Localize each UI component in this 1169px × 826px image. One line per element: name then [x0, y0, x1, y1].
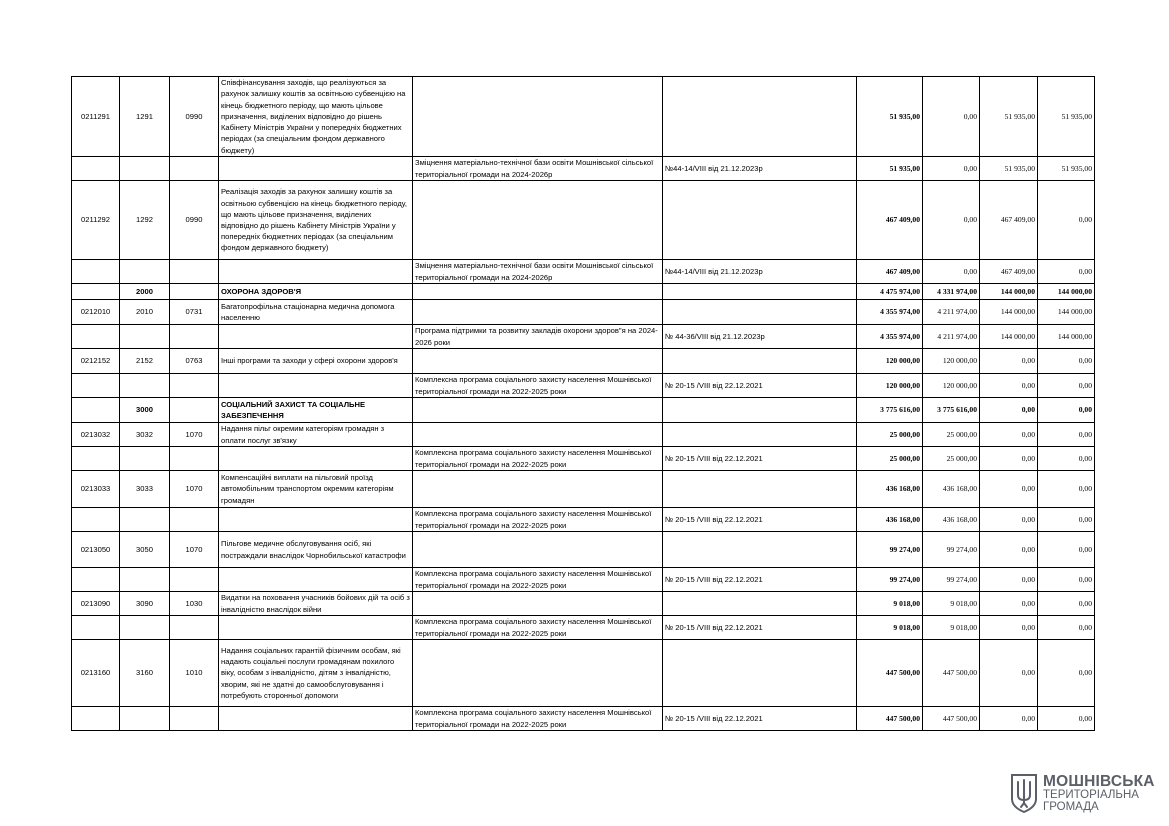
decision-cell — [663, 181, 857, 260]
function-code-cell — [170, 374, 219, 398]
development-budget-cell: 0,00 — [1038, 508, 1095, 532]
total-amount-cell: 25 000,00 — [857, 423, 923, 447]
description-cell — [219, 325, 413, 349]
program-code-cell: 0213090 — [72, 592, 120, 616]
program-name-cell: Комплексна програма соціального захисту населення Мошнівської територіальної громади на 2022-2025 роки — [413, 707, 663, 731]
decision-cell: № 44-36/VIII від 21.12.2023р — [663, 325, 857, 349]
program-name-cell: Зміцнення матеріально-технічної бази освіти Мошнівської сільської територіальної громади на 2024-2026р — [413, 157, 663, 181]
target-code-cell: 3032 — [120, 423, 170, 447]
decision-cell — [663, 532, 857, 568]
table-row — [72, 300, 1095, 325]
total-amount-cell: 436 168,00 — [857, 508, 923, 532]
development-budget-cell: 0,00 — [1038, 616, 1095, 640]
development-budget-cell: 0,00 — [1038, 398, 1095, 423]
program-code-cell — [72, 568, 120, 592]
decision-cell — [663, 423, 857, 447]
description-cell: Багатопрофільна стаціонарна медична допомога населенню — [219, 300, 413, 325]
table-row — [72, 260, 1095, 284]
section-title-cell: ОХОРОНА ЗДОРОВ'Я — [219, 284, 413, 300]
target-code-cell: 3160 — [120, 640, 170, 707]
table-row — [72, 181, 1095, 260]
description-cell: Пільгове медичне обслуговування осіб, які постраждали внаслідок Чорнобильської катастрофи — [219, 532, 413, 568]
total-amount-cell: 3 775 616,00 — [857, 398, 923, 423]
description-cell: Компенсаційні виплати на пільговий проїзд автомобільним транспортом окремим категоріям громадян — [219, 471, 413, 508]
target-code-cell: 3033 — [120, 471, 170, 508]
program-name-cell — [413, 640, 663, 707]
decision-cell: №44-14/VIII від 21.12.2023р — [663, 260, 857, 284]
table-row — [72, 616, 1095, 640]
budget-table — [71, 76, 1095, 731]
special-fund-cell: 0,00 — [980, 616, 1038, 640]
section-code-cell: 3000 — [120, 398, 170, 423]
function-code-cell — [170, 398, 219, 423]
general-fund-cell: 25 000,00 — [923, 423, 980, 447]
development-budget-cell: 51 935,00 — [1038, 77, 1095, 157]
development-budget-cell: 0,00 — [1038, 707, 1095, 731]
decision-cell — [663, 640, 857, 707]
description-cell — [219, 260, 413, 284]
special-fund-cell: 51 935,00 — [980, 77, 1038, 157]
development-budget-cell: 0,00 — [1038, 349, 1095, 374]
special-fund-cell: 0,00 — [980, 398, 1038, 423]
program-code-cell — [72, 447, 120, 471]
program-name-cell — [413, 300, 663, 325]
table-row — [72, 157, 1095, 181]
total-amount-cell: 51 935,00 — [857, 77, 923, 157]
special-fund-cell: 0,00 — [980, 508, 1038, 532]
development-budget-cell: 0,00 — [1038, 532, 1095, 568]
special-fund-cell: 0,00 — [980, 374, 1038, 398]
program-name-cell — [413, 284, 663, 300]
program-code-cell: 0211291 — [72, 77, 120, 157]
special-fund-cell: 0,00 — [980, 707, 1038, 731]
special-fund-cell: 0,00 — [980, 532, 1038, 568]
description-cell: Співфінансування заходів, що реалізуються за рахунок залишку коштів за освітньою субвенцією на кінець бюджетного періоду, що мають цільове призначення, виділених відповідно до рішень Кабінету Міністрів України у попередніх бюджетних періодах (за спеціальним фондом державного бюджету) — [219, 77, 413, 157]
target-code-cell: 3090 — [120, 592, 170, 616]
general-fund-cell: 9 018,00 — [923, 592, 980, 616]
description-cell — [219, 157, 413, 181]
community-logo — [1010, 773, 1155, 815]
description-cell: Інші програми та заходи у сфері охорони здоров'я — [219, 349, 413, 374]
target-code-cell — [120, 260, 170, 284]
program-name-cell — [413, 423, 663, 447]
logo-subtitle-line2: ГРОМАДА — [1043, 801, 1099, 813]
program-code-cell — [72, 508, 120, 532]
function-code-cell: 1010 — [170, 640, 219, 707]
description-cell: Видатки на поховання учасників бойових дій та осіб з інвалідністю внаслідок війни — [219, 592, 413, 616]
special-fund-cell: 0,00 — [980, 423, 1038, 447]
total-amount-cell: 99 274,00 — [857, 532, 923, 568]
program-name-cell: Комплексна програма соціального захисту населення Мошнівської територіальної громади на 2022-2025 роки — [413, 508, 663, 532]
special-fund-cell: 0,00 — [980, 447, 1038, 471]
development-budget-cell: 0,00 — [1038, 592, 1095, 616]
development-budget-cell: 0,00 — [1038, 447, 1095, 471]
total-amount-cell: 447 500,00 — [857, 707, 923, 731]
total-amount-cell: 4 355 974,00 — [857, 300, 923, 325]
function-code-cell — [170, 284, 219, 300]
development-budget-cell: 0,00 — [1038, 374, 1095, 398]
total-amount-cell: 120 000,00 — [857, 349, 923, 374]
general-fund-cell: 9 018,00 — [923, 616, 980, 640]
total-amount-cell: 9 018,00 — [857, 592, 923, 616]
function-code-cell — [170, 447, 219, 471]
program-name-cell: Комплексна програма соціального захисту населення Мошнівської територіальної громади на 2022-2025 роки — [413, 374, 663, 398]
program-code-cell: 0212152 — [72, 349, 120, 374]
table-row — [72, 447, 1095, 471]
general-fund-cell: 436 168,00 — [923, 508, 980, 532]
program-code-cell — [72, 284, 120, 300]
function-code-cell — [170, 508, 219, 532]
program-name-cell — [413, 77, 663, 157]
function-code-cell: 0990 — [170, 77, 219, 157]
description-cell: Надання пільг окремим категоріям громадян з оплати послуг зв'язку — [219, 423, 413, 447]
development-budget-cell: 51 935,00 — [1038, 157, 1095, 181]
table-row — [72, 508, 1095, 532]
table-row — [72, 325, 1095, 349]
program-code-cell: 0212010 — [72, 300, 120, 325]
program-code-cell: 0213033 — [72, 471, 120, 508]
program-name-cell: Комплексна програма соціального захисту населення Мошнівської територіальної громади на 2022-2025 роки — [413, 568, 663, 592]
program-name-cell: Програма підтримки та розвитку закладів охорони здоров"я на 2024-2026 роки — [413, 325, 663, 349]
function-code-cell — [170, 157, 219, 181]
program-name-cell — [413, 471, 663, 508]
decision-cell: № 20-15 /VIII від 22.12.2021 — [663, 447, 857, 471]
decision-cell — [663, 284, 857, 300]
general-fund-cell: 120 000,00 — [923, 349, 980, 374]
program-code-cell: 0211292 — [72, 181, 120, 260]
decision-cell — [663, 592, 857, 616]
special-fund-cell: 144 000,00 — [980, 284, 1038, 300]
target-code-cell — [120, 157, 170, 181]
function-code-cell: 0731 — [170, 300, 219, 325]
total-amount-cell: 4 355 974,00 — [857, 325, 923, 349]
special-fund-cell: 0,00 — [980, 471, 1038, 508]
development-budget-cell: 144 000,00 — [1038, 300, 1095, 325]
target-code-cell — [120, 447, 170, 471]
program-name-cell — [413, 592, 663, 616]
target-code-cell — [120, 374, 170, 398]
function-code-cell — [170, 260, 219, 284]
target-code-cell — [120, 707, 170, 731]
target-code-cell — [120, 325, 170, 349]
decision-cell: №44-14/VIII від 21.12.2023р — [663, 157, 857, 181]
decision-cell: № 20-15 /VIII від 22.12.2021 — [663, 568, 857, 592]
section-code-cell: 2000 — [120, 284, 170, 300]
general-fund-cell: 99 274,00 — [923, 568, 980, 592]
program-code-cell — [72, 616, 120, 640]
special-fund-cell: 144 000,00 — [980, 325, 1038, 349]
table-row — [72, 471, 1095, 508]
special-fund-cell: 0,00 — [980, 349, 1038, 374]
total-amount-cell: 4 475 974,00 — [857, 284, 923, 300]
section-title-cell: СОЦІАЛЬНИЙ ЗАХИСТ ТА СОЦІАЛЬНЕ ЗАБЕЗПЕЧЕННЯ — [219, 398, 413, 423]
total-amount-cell: 447 500,00 — [857, 640, 923, 707]
function-code-cell: 0990 — [170, 181, 219, 260]
special-fund-cell: 51 935,00 — [980, 157, 1038, 181]
total-amount-cell: 467 409,00 — [857, 260, 923, 284]
trident-emblem-icon — [1010, 773, 1038, 813]
decision-cell: № 20-15 /VIII від 22.12.2021 — [663, 616, 857, 640]
development-budget-cell: 0,00 — [1038, 568, 1095, 592]
total-amount-cell: 436 168,00 — [857, 471, 923, 508]
general-fund-cell: 0,00 — [923, 77, 980, 157]
function-code-cell: 1030 — [170, 592, 219, 616]
program-code-cell: 0213160 — [72, 640, 120, 707]
program-code-cell — [72, 374, 120, 398]
target-code-cell: 1292 — [120, 181, 170, 260]
development-budget-cell: 0,00 — [1038, 181, 1095, 260]
general-fund-cell: 25 000,00 — [923, 447, 980, 471]
general-fund-cell: 447 500,00 — [923, 640, 980, 707]
total-amount-cell: 120 000,00 — [857, 374, 923, 398]
development-budget-cell: 0,00 — [1038, 471, 1095, 508]
target-code-cell — [120, 508, 170, 532]
table-row — [72, 568, 1095, 592]
target-code-cell: 1291 — [120, 77, 170, 157]
section-row — [72, 398, 1095, 423]
program-name-cell — [413, 181, 663, 260]
table-row — [72, 532, 1095, 568]
description-cell — [219, 707, 413, 731]
program-code-cell — [72, 707, 120, 731]
special-fund-cell: 467 409,00 — [980, 260, 1038, 284]
development-budget-cell: 0,00 — [1038, 640, 1095, 707]
general-fund-cell: 0,00 — [923, 181, 980, 260]
target-code-cell: 2152 — [120, 349, 170, 374]
decision-cell: № 20-15 /VIII від 22.12.2021 — [663, 374, 857, 398]
logo-subtitle-line1: ТЕРИТОРІАЛЬНА — [1043, 789, 1139, 801]
program-name-cell: Комплексна програма соціального захисту населення Мошнівської територіальної громади на 2022-2025 роки — [413, 616, 663, 640]
decision-cell — [663, 471, 857, 508]
decision-cell: № 20-15 /VIII від 22.12.2021 — [663, 707, 857, 731]
general-fund-cell: 4 331 974,00 — [923, 284, 980, 300]
general-fund-cell: 0,00 — [923, 157, 980, 181]
table-row — [72, 592, 1095, 616]
special-fund-cell: 0,00 — [980, 592, 1038, 616]
function-code-cell — [170, 707, 219, 731]
special-fund-cell: 144 000,00 — [980, 300, 1038, 325]
program-name-cell — [413, 349, 663, 374]
general-fund-cell: 436 168,00 — [923, 471, 980, 508]
section-row — [72, 284, 1095, 300]
total-amount-cell: 467 409,00 — [857, 181, 923, 260]
logo-title: МОШНІВСЬКА — [1043, 773, 1155, 790]
target-code-cell: 3050 — [120, 532, 170, 568]
development-budget-cell: 144 000,00 — [1038, 284, 1095, 300]
function-code-cell: 0763 — [170, 349, 219, 374]
description-cell: Надання соціальних гарантій фізичним особам, які надають соціальні послуги громадянам похилого віку, особам з інвалідністю, дітям з інвалідністю, хворим, які не здатні до самообслуговування і потребують сторонньої допомоги — [219, 640, 413, 707]
function-code-cell — [170, 616, 219, 640]
function-code-cell: 1070 — [170, 471, 219, 508]
general-fund-cell: 120 000,00 — [923, 374, 980, 398]
special-fund-cell: 0,00 — [980, 640, 1038, 707]
program-code-cell: 0213032 — [72, 423, 120, 447]
target-code-cell: 2010 — [120, 300, 170, 325]
total-amount-cell: 9 018,00 — [857, 616, 923, 640]
table-row — [72, 707, 1095, 731]
function-code-cell — [170, 325, 219, 349]
total-amount-cell: 25 000,00 — [857, 447, 923, 471]
decision-cell: № 20-15 /VIII від 22.12.2021 — [663, 508, 857, 532]
general-fund-cell: 4 211 974,00 — [923, 300, 980, 325]
program-name-cell: Зміцнення матеріально-технічної бази освіти Мошнівської сільської територіальної громади на 2024-2026р — [413, 260, 663, 284]
special-fund-cell: 0,00 — [980, 568, 1038, 592]
target-code-cell — [120, 568, 170, 592]
general-fund-cell: 3 775 616,00 — [923, 398, 980, 423]
table-row — [72, 374, 1095, 398]
function-code-cell: 1070 — [170, 423, 219, 447]
target-code-cell — [120, 616, 170, 640]
program-name-cell — [413, 398, 663, 423]
development-budget-cell: 0,00 — [1038, 423, 1095, 447]
decision-cell — [663, 398, 857, 423]
function-code-cell — [170, 568, 219, 592]
decision-cell — [663, 349, 857, 374]
decision-cell — [663, 77, 857, 157]
description-cell — [219, 568, 413, 592]
table-row — [72, 423, 1095, 447]
description-cell — [219, 616, 413, 640]
development-budget-cell: 144 000,00 — [1038, 325, 1095, 349]
development-budget-cell: 0,00 — [1038, 260, 1095, 284]
program-name-cell — [413, 532, 663, 568]
special-fund-cell: 467 409,00 — [980, 181, 1038, 260]
total-amount-cell: 99 274,00 — [857, 568, 923, 592]
program-code-cell — [72, 157, 120, 181]
general-fund-cell: 99 274,00 — [923, 532, 980, 568]
program-name-cell: Комплексна програма соціального захисту населення Мошнівської територіальної громади на 2022-2025 роки — [413, 447, 663, 471]
table-row — [72, 640, 1095, 707]
program-code-cell: 0213050 — [72, 532, 120, 568]
description-cell — [219, 447, 413, 471]
decision-cell — [663, 300, 857, 325]
table-row — [72, 349, 1095, 374]
general-fund-cell: 4 211 974,00 — [923, 325, 980, 349]
general-fund-cell: 0,00 — [923, 260, 980, 284]
general-fund-cell: 447 500,00 — [923, 707, 980, 731]
program-code-cell — [72, 325, 120, 349]
total-amount-cell: 51 935,00 — [857, 157, 923, 181]
program-code-cell — [72, 398, 120, 423]
table-row — [72, 77, 1095, 157]
description-cell — [219, 374, 413, 398]
function-code-cell: 1070 — [170, 532, 219, 568]
program-code-cell — [72, 260, 120, 284]
description-cell: Реалізація заходів за рахунок залишку коштів за освітньою субвенцією на кінець бюджетного періоду, що мають цільове призначення, виділених відповідно до рішень Кабінету Міністрів України у попередніх бюджетних періодах (за спеціальним фондом державного бюджету) — [219, 181, 413, 260]
description-cell — [219, 508, 413, 532]
